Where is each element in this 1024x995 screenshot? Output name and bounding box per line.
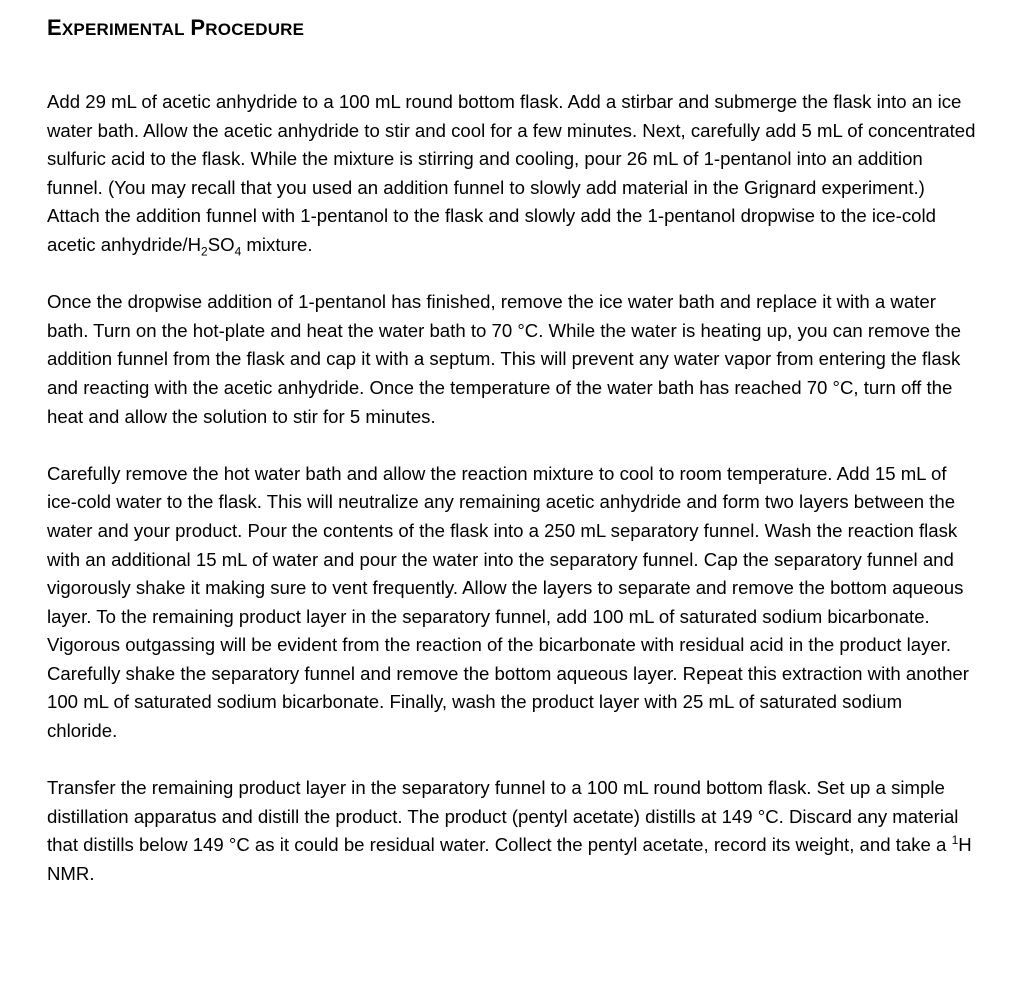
- paragraph-workup: Carefully remove the hot water bath and allow the reaction mixture to cool to room temperature. Add 15 mL of ice-cold water to the flask. This will neutralize any remaining acetic anhydride and form two layers between the water and your product. Pour the contents of the flask into a 250 mL separatory funnel. Wash the reaction flask with an additional 15 mL of water and pour the water into the separatory funnel. Cap the separatory funnel and vigorously shake it making sure to vent frequently. Allow the layers to separate and remove the bottom aqueous layer. To the remaining product layer in the separatory funnel, add 100 mL of saturated sodium bicarbonate. Vigorous outgassing will be evident from the reaction of the bicarbonate with residual acid in the product layer. Carefully shake the separatory funnel and remove the bottom aqueous layer. Repeat this extraction with another 100 mL of saturated sodium bicarbonate. Finally, wash the product layer with 25 mL of saturated sodium chloride.: [47, 462, 969, 742]
- heading-rest-experimental: XPERIMENTAL: [61, 20, 185, 39]
- paragraph-distillation-end: H NMR.: [47, 834, 972, 885]
- document-page: [47, 14, 977, 917]
- paragraph-addition: [47, 88, 977, 260]
- paragraph-addition-end: mixture.: [241, 233, 313, 255]
- superscript-1: 1: [951, 833, 959, 848]
- section-heading: [47, 14, 977, 44]
- heading-rest-procedure: ROCEDURE: [205, 20, 305, 39]
- subscript-o4: 4: [234, 244, 242, 259]
- formula-so: SO: [207, 233, 235, 255]
- subscript-h2: 2: [201, 244, 208, 259]
- heading-initial-p: P: [190, 15, 206, 40]
- heading-initial-e: E: [47, 15, 62, 40]
- paragraph-distillation-text: Transfer the remaining product layer in the separatory funnel to a 100 mL round bottom flask. Set up a simple distillation apparatus and distill the product. The product (pentyl acetate) distills at 149 °C. Discard any material that distills below 149 °C as it could be residual water. Collect the pentyl acetate, record its weight, and take a: [47, 777, 959, 856]
- paragraph-addition-text: Add 29 mL of acetic anhydride to a 100 mL round bottom flask. Add a stirbar and submerge the flask into an ice water bath. Allow the acetic anhydride to stir and cool for a few minutes. Next, carefully add 5 mL of concentrated sulfuric acid to the flask. While the mixture is stirring and cooling, pour 26 mL of 1-pentanol into an addition funnel. (You may recall that you used an addition funnel to slowly add material in the Grignard experiment.) Attach the addition funnel with 1-pentanol to the flask and slowly add the 1-pentanol dropwise to the ice-cold acetic anhydride/H: [47, 91, 976, 255]
- paragraph-heating: Once the dropwise addition of 1-pentanol has finished, remove the ice water bath and replace it with a water bath. Turn on the hot-plate and heat the water bath to 70 °C. While the water is heating up, you can remove the addition funnel from the flask and cap it with a septum. This will prevent any water vapor from entering the flask and reacting with the acetic anhydride. Once the temperature of the water bath has reached 70 °C, turn off the heat and allow the solution to stir for 5 minutes.: [47, 291, 961, 427]
- paragraph-distillation: [47, 774, 977, 888]
